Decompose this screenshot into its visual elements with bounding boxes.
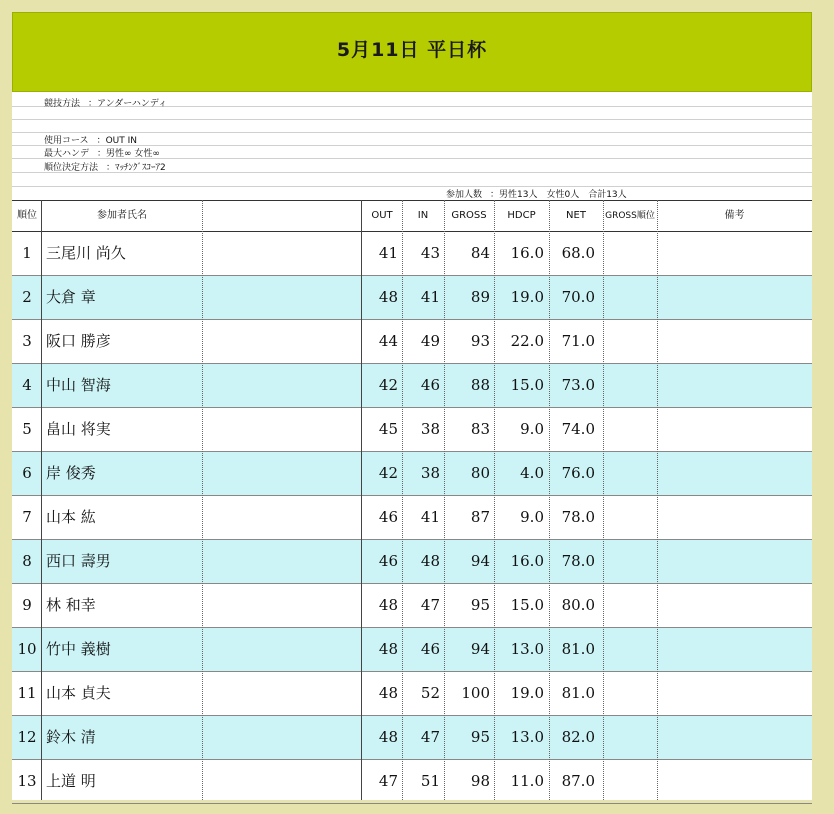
rank-cell: 8 xyxy=(22,552,32,570)
col-header-gross-rank: GROSS順位 xyxy=(605,211,655,221)
net-score-cell: 74.0 xyxy=(561,420,595,438)
player-name-cell: 鈴木 清 xyxy=(46,728,96,746)
in-score-cell: 43 xyxy=(420,244,440,262)
col-header-rank: 順位 xyxy=(17,210,37,221)
in-score-cell: 49 xyxy=(420,332,440,350)
hdcp-cell: 15.0 xyxy=(510,376,544,394)
gross-score-cell: 98 xyxy=(470,772,490,790)
in-score-cell: 46 xyxy=(420,640,440,658)
net-score-cell: 80.0 xyxy=(561,596,595,614)
out-score-cell: 47 xyxy=(378,772,398,790)
player-name-cell: 山本 紘 xyxy=(46,508,96,526)
hdcp-cell: 22.0 xyxy=(510,332,544,350)
gross-score-cell: 83 xyxy=(470,420,490,438)
net-score-cell: 68.0 xyxy=(561,244,595,262)
max-handicap-label: 最大ハンデ xyxy=(44,149,90,159)
rank-cell: 12 xyxy=(17,728,37,746)
out-score-cell: 48 xyxy=(378,640,398,658)
in-score-cell: 47 xyxy=(420,728,440,746)
table-row xyxy=(12,540,812,584)
net-score-cell: 78.0 xyxy=(561,552,595,570)
hdcp-cell: 19.0 xyxy=(510,684,544,702)
in-score-cell: 48 xyxy=(420,552,440,570)
player-name-cell: 阪口 勝彦 xyxy=(46,332,111,350)
net-score-cell: 81.0 xyxy=(561,640,595,658)
in-score-cell: 46 xyxy=(420,376,440,394)
grid-line xyxy=(12,186,812,187)
gross-score-cell: 94 xyxy=(470,640,490,658)
col-header-gross: GROSS xyxy=(451,210,487,221)
column-divider xyxy=(549,200,550,800)
out-score-cell: 42 xyxy=(378,464,398,482)
ranking-method-value: ：ﾏｯﾁﾝｸﾞｽｺｰｱ2 xyxy=(106,163,166,173)
col-header-hdcp: HDCP xyxy=(507,210,536,221)
rank-cell: 4 xyxy=(22,376,32,394)
competition-method-value: ：アンダーハンディ xyxy=(88,99,168,109)
gross-score-cell: 84 xyxy=(470,244,490,262)
col-header-out: OUT xyxy=(371,210,393,221)
title-banner xyxy=(12,12,812,92)
results-sheet xyxy=(12,12,812,800)
col-header-net: NET xyxy=(566,210,586,221)
gross-score-cell: 94 xyxy=(470,552,490,570)
hdcp-cell: 4.0 xyxy=(520,464,544,482)
out-score-cell: 44 xyxy=(378,332,398,350)
out-score-cell: 48 xyxy=(378,288,398,306)
table-row xyxy=(12,320,812,364)
table-header xyxy=(12,200,812,232)
hdcp-cell: 16.0 xyxy=(510,552,544,570)
table-row xyxy=(12,276,812,320)
out-score-cell: 48 xyxy=(378,596,398,614)
rank-cell: 13 xyxy=(17,772,37,790)
rank-cell: 7 xyxy=(22,508,32,526)
table-row xyxy=(12,672,812,716)
player-name-cell: 山本 貞夫 xyxy=(46,684,111,702)
rank-cell: 6 xyxy=(22,464,32,482)
course-line xyxy=(44,133,137,146)
column-divider xyxy=(494,200,495,800)
hdcp-cell: 15.0 xyxy=(510,596,544,614)
table-row xyxy=(12,496,812,540)
col-header-in: IN xyxy=(417,210,429,221)
player-name-cell: 西口 壽男 xyxy=(46,552,111,570)
hdcp-cell: 16.0 xyxy=(510,244,544,262)
net-score-cell: 87.0 xyxy=(561,772,595,790)
hdcp-cell: 11.0 xyxy=(510,772,544,790)
out-score-cell: 45 xyxy=(378,420,398,438)
rank-cell: 3 xyxy=(22,332,32,350)
max-handicap-line xyxy=(44,146,160,159)
player-name-cell: 岸 俊秀 xyxy=(46,464,96,482)
in-score-cell: 51 xyxy=(420,772,440,790)
table-row xyxy=(12,364,812,408)
hdcp-cell: 13.0 xyxy=(510,640,544,658)
column-divider xyxy=(202,200,203,800)
ranking-method-line xyxy=(44,160,166,173)
gross-score-cell: 87 xyxy=(470,508,490,526)
rank-cell: 10 xyxy=(17,640,37,658)
net-score-cell: 82.0 xyxy=(561,728,595,746)
table-row xyxy=(12,452,812,496)
gross-score-cell: 93 xyxy=(470,332,490,350)
participants-line xyxy=(446,187,627,200)
hdcp-cell: 9.0 xyxy=(520,508,544,526)
out-score-cell: 46 xyxy=(378,508,398,526)
in-score-cell: 47 xyxy=(420,596,440,614)
gross-score-cell: 100 xyxy=(461,684,490,702)
column-divider xyxy=(41,200,42,800)
out-score-cell: 42 xyxy=(378,376,398,394)
max-handicap-value: ：男性∞ 女性∞ xyxy=(97,149,160,159)
table-row xyxy=(12,408,812,452)
player-name-cell: 大倉 章 xyxy=(46,288,96,306)
net-score-cell: 81.0 xyxy=(561,684,595,702)
rank-cell: 11 xyxy=(17,684,37,702)
out-score-cell: 48 xyxy=(378,728,398,746)
player-name-cell: 竹中 義樹 xyxy=(46,640,111,658)
in-score-cell: 52 xyxy=(420,684,440,702)
rank-cell: 1 xyxy=(22,244,32,262)
table-row xyxy=(12,716,812,760)
rank-cell: 9 xyxy=(22,596,32,614)
participants-label: 参加人数 xyxy=(446,190,483,200)
course-value: ：OUT IN xyxy=(96,136,137,146)
table-row xyxy=(12,628,812,672)
page-title: 5月11日 平日杯 xyxy=(336,39,488,61)
in-score-cell: 41 xyxy=(420,288,440,306)
course-label: 使用コース xyxy=(44,136,89,146)
player-name-cell: 上道 明 xyxy=(46,772,96,790)
rank-cell: 5 xyxy=(22,420,32,438)
column-divider xyxy=(361,200,362,800)
out-score-cell: 41 xyxy=(378,244,398,262)
in-score-cell: 41 xyxy=(420,508,440,526)
table-row xyxy=(12,760,812,804)
column-divider xyxy=(657,200,658,800)
player-name-cell: 畠山 将実 xyxy=(46,420,111,438)
net-score-cell: 70.0 xyxy=(561,288,595,306)
in-score-cell: 38 xyxy=(420,420,440,438)
hdcp-cell: 9.0 xyxy=(520,420,544,438)
competition-method-label: 競技方法 xyxy=(44,99,81,109)
player-name-cell: 林 和幸 xyxy=(46,596,96,614)
participants-value: ：男性13人 女性0人 合計13人 xyxy=(490,190,627,200)
col-header-notes: 備考 xyxy=(724,210,745,221)
table-row xyxy=(12,584,812,628)
player-name-cell: 三尾川 尚久 xyxy=(46,244,126,262)
ranking-method-label: 順位決定方法 xyxy=(44,163,99,173)
gross-score-cell: 88 xyxy=(470,376,490,394)
gross-score-cell: 95 xyxy=(470,596,490,614)
rank-cell: 2 xyxy=(22,288,32,306)
net-score-cell: 76.0 xyxy=(561,464,595,482)
hdcp-cell: 13.0 xyxy=(510,728,544,746)
table-row xyxy=(12,232,812,276)
net-score-cell: 78.0 xyxy=(561,508,595,526)
gross-score-cell: 95 xyxy=(470,728,490,746)
grid-line xyxy=(12,119,812,120)
competition-method-line xyxy=(44,96,167,109)
column-divider xyxy=(603,200,604,800)
in-score-cell: 38 xyxy=(420,464,440,482)
column-divider xyxy=(402,200,403,800)
column-divider xyxy=(444,200,445,800)
net-score-cell: 71.0 xyxy=(561,332,595,350)
net-score-cell: 73.0 xyxy=(561,376,595,394)
gross-score-cell: 80 xyxy=(470,464,490,482)
col-header-name: 参加者氏名 xyxy=(97,210,147,221)
out-score-cell: 48 xyxy=(378,684,398,702)
gross-score-cell: 89 xyxy=(470,288,490,306)
out-score-cell: 46 xyxy=(378,552,398,570)
hdcp-cell: 19.0 xyxy=(510,288,544,306)
player-name-cell: 中山 智海 xyxy=(46,376,111,394)
